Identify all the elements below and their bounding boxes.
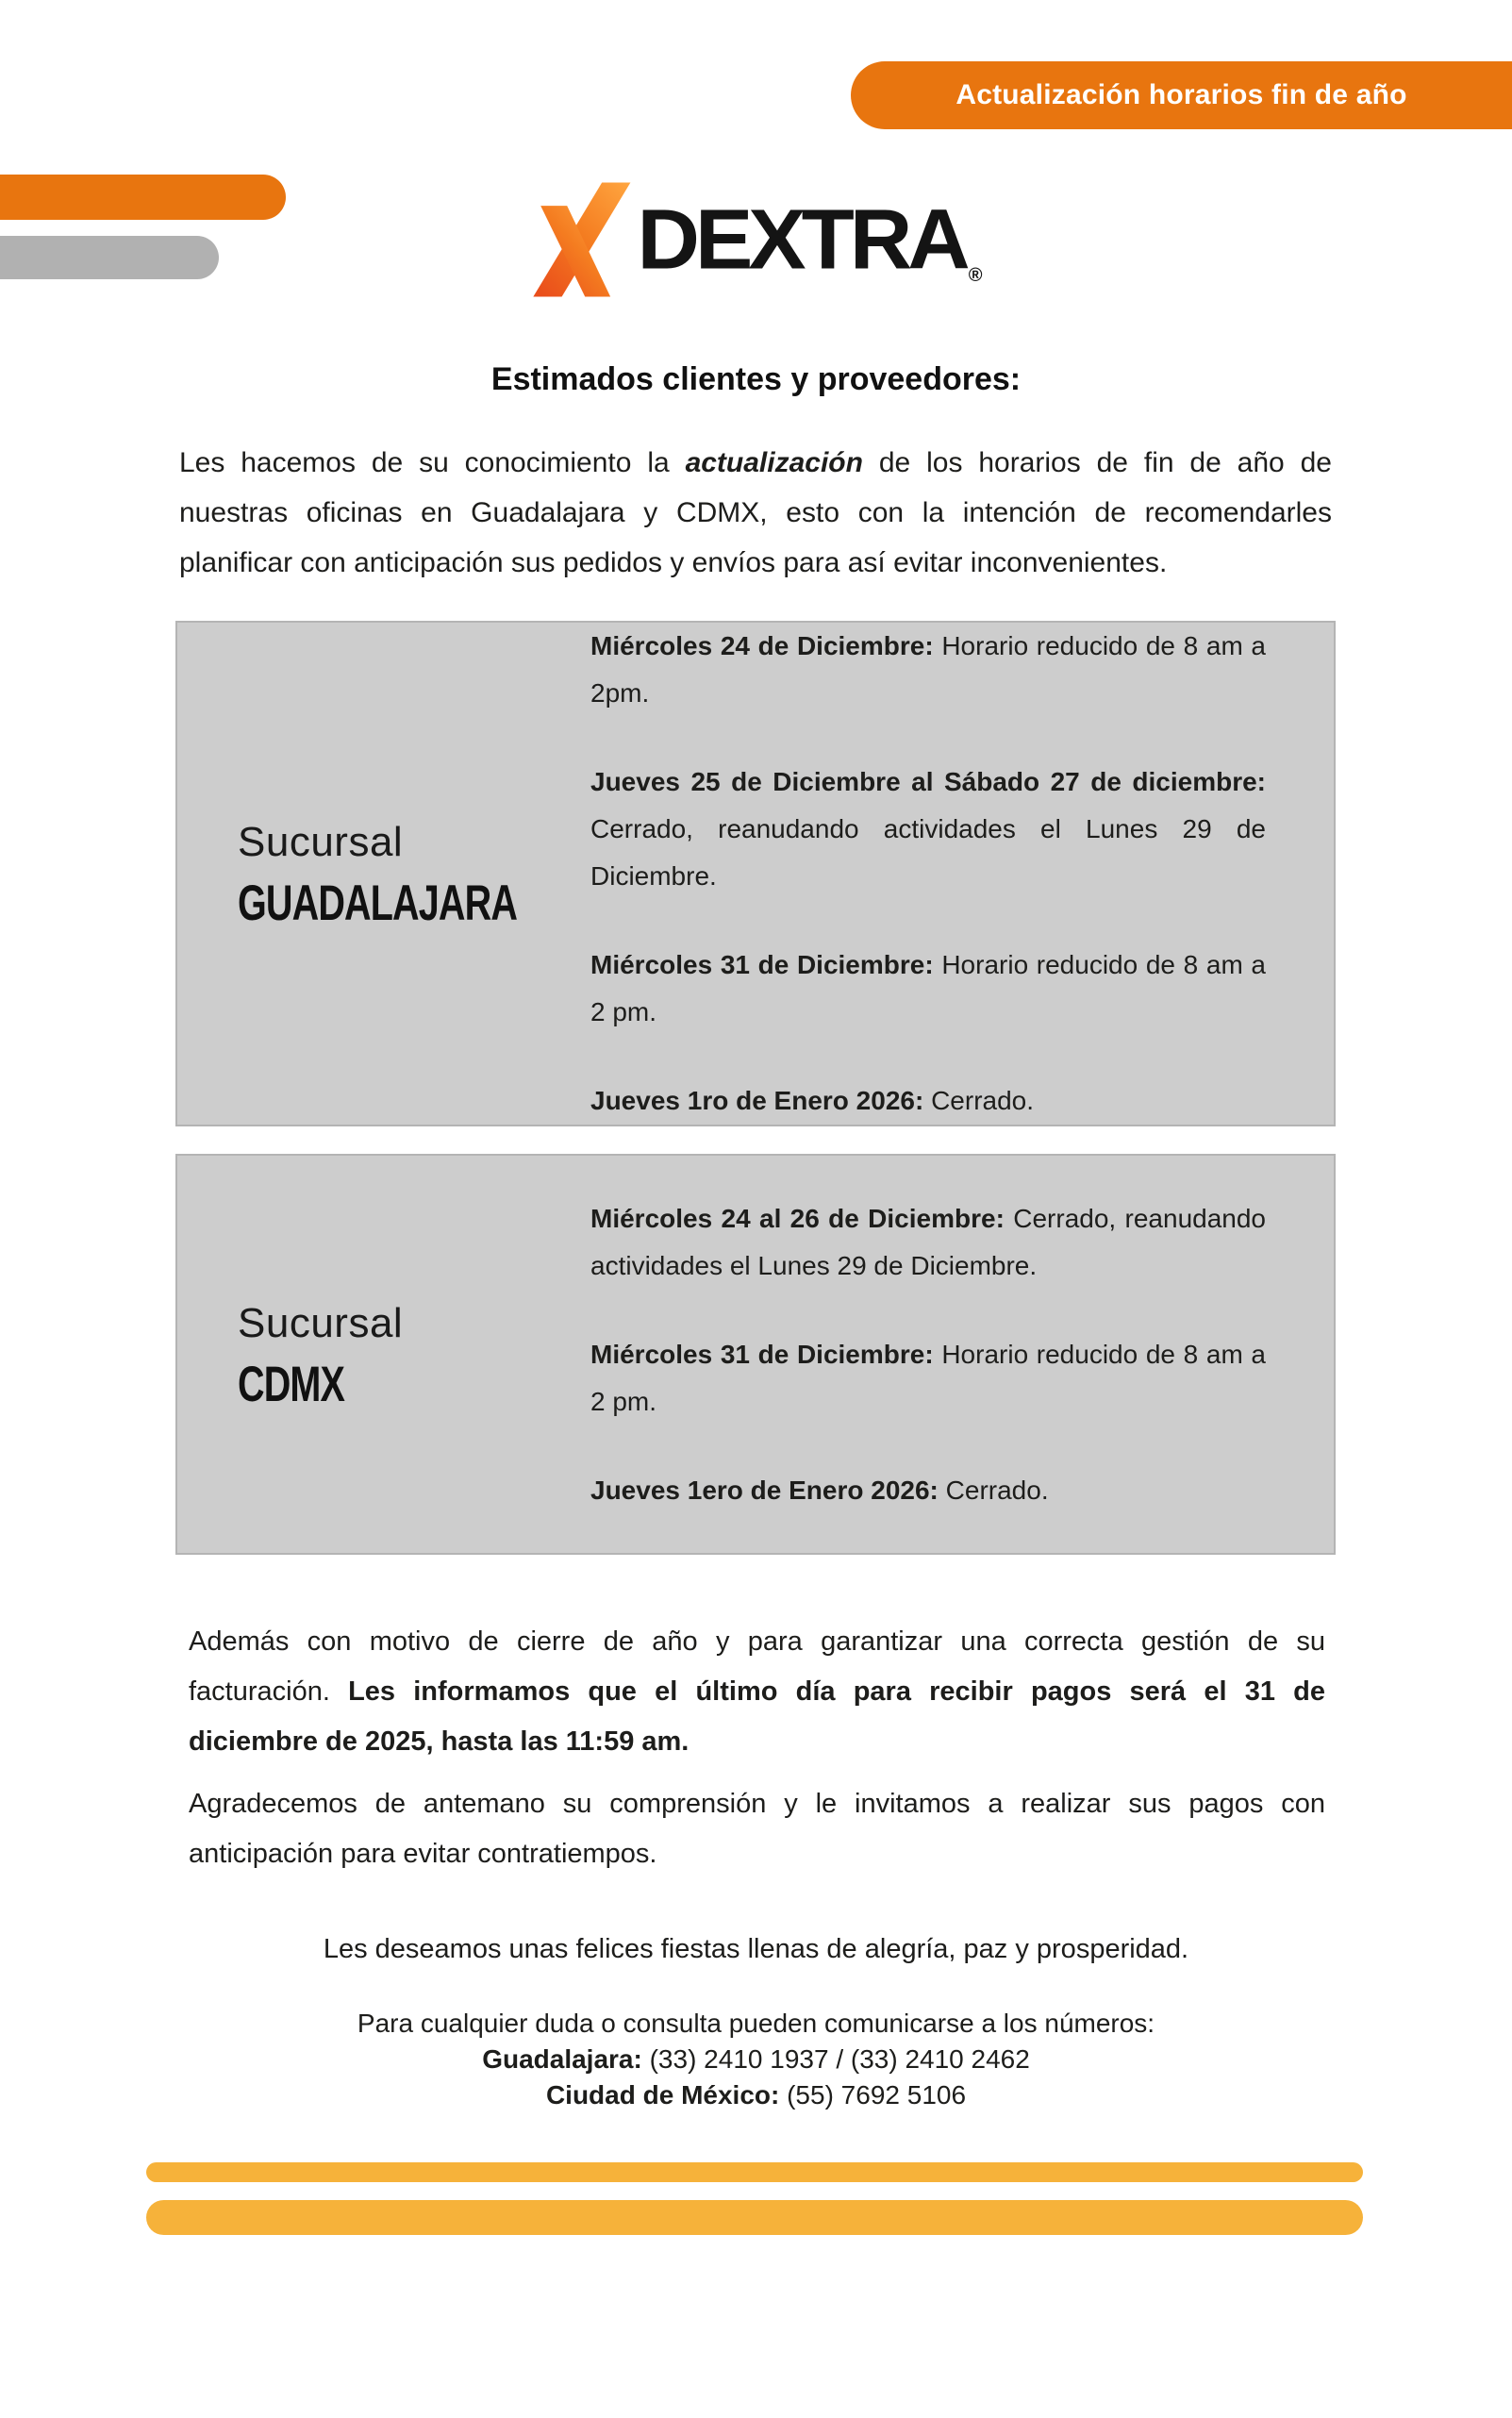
schedule-item-date: Miércoles 31 de Diciembre: xyxy=(590,1339,934,1369)
intro-text-before: Les hacemos de su conocimiento la xyxy=(179,447,686,478)
thanks-paragraph: Agradecemos de antemano su comprensión y le invitamos a realizar sus pagos con anticipación para evitar contratiempos. xyxy=(189,1789,1325,1869)
schedule-item-detail: Cerrado, reanudando actividades el Lunes 29 de Diciembre. xyxy=(590,814,1266,891)
branch-prefix: Sucursal xyxy=(238,819,404,865)
schedule-item-date: Jueves 1ro de Enero 2026: xyxy=(590,1086,924,1115)
phone-numbers: (33) 2410 1937 / (33) 2410 2462 xyxy=(649,2044,1030,2074)
intro-text-after: de los horarios de fin de año de nuestras oficinas en Guadalajara y CDMX, esto con la intención de recomendarles planificar con anticipación sus pedidos y envíos para así evitar inconvenientes. xyxy=(179,447,1332,578)
schedule-item xyxy=(590,1077,1266,1125)
schedule-item-detail: Cerrado, reanudando actividades el Lunes 29 de Diciembre. xyxy=(590,1203,1266,1280)
footer-bar-thick xyxy=(146,2200,1363,2235)
schedule-item-date: Miércoles 24 de Diciembre: xyxy=(590,631,934,660)
schedule-item xyxy=(590,623,1266,717)
branch-schedule xyxy=(590,623,1334,1125)
contact-block xyxy=(0,2006,1512,2113)
schedule-item xyxy=(590,1467,1266,1514)
billing-text: Además con motivo de cierre de año y para garantizar una correcta gestión de su facturación. xyxy=(189,1626,1325,1707)
intro-paragraph xyxy=(179,438,1332,588)
holiday-wishes-line: Les deseamos unas felices fiestas llenas de alegría, paz y prosperidad. xyxy=(323,1934,1189,1964)
contact-intro: Para cualquier duda o consulta pueden comunicarse a los números: xyxy=(357,2009,1155,2038)
phone-line-guadalajara xyxy=(0,2042,1512,2077)
branch-prefix: Sucursal xyxy=(238,1299,404,1346)
dextra-logo xyxy=(0,177,1512,302)
branch-city: GUADALAJARA xyxy=(238,875,518,931)
schedule-item-date: Jueves 1ero de Enero 2026: xyxy=(590,1475,939,1505)
schedule-item xyxy=(590,1331,1266,1426)
schedule-item-date: Miércoles 24 al 26 de Diciembre: xyxy=(590,1203,1005,1233)
branch-city: CDMX xyxy=(238,1355,345,1412)
schedule-item-detail: Cerrado. xyxy=(931,1086,1035,1115)
branch-schedule xyxy=(590,1156,1334,1553)
footer-bar-thin xyxy=(146,2162,1363,2182)
branch-card-cdmx xyxy=(175,1154,1336,1555)
schedule-item-detail: Cerrado. xyxy=(945,1475,1049,1505)
schedule-item-date: Jueves 25 de Diciembre al Sábado 27 de diciembre: xyxy=(590,767,1266,796)
schedule-item-date: Miércoles 31 de Diciembre: xyxy=(590,950,934,979)
billing-deadline: Les informamos que el último día para recibir pagos será el 31 de diciembre de 2025, hasta las 11:59 am. xyxy=(189,1676,1325,1757)
intro-emphasis: actualización xyxy=(685,447,863,478)
schedule-item-detail: Horario reducido de 8 am a 2pm. xyxy=(590,631,1266,708)
phone-numbers: (55) 7692 5106 xyxy=(787,2080,967,2109)
billing-paragraph xyxy=(189,1617,1325,1767)
branch-name-block xyxy=(177,623,590,1125)
schedule-item xyxy=(590,759,1266,900)
phone-line-cdmx xyxy=(0,2077,1512,2113)
phone-label: Ciudad de México: xyxy=(545,2080,780,2109)
schedule-item xyxy=(590,942,1266,1036)
header-ribbon xyxy=(851,61,1512,129)
schedule-item-detail: Horario reducido de 8 am a 2 pm. xyxy=(590,950,1266,1026)
branch-card-guadalajara xyxy=(175,621,1336,1126)
phone-label: Guadalajara: xyxy=(482,2044,642,2074)
salutation-heading: Estimados clientes y proveedores: xyxy=(490,361,1022,397)
registered-trademark-icon: ® xyxy=(968,265,983,286)
schedule-item-detail: Horario reducido de 8 am a 2 pm. xyxy=(590,1339,1266,1416)
header-ribbon-label: Actualización horarios fin de año xyxy=(955,79,1407,110)
brand-wordmark: DEXTRA xyxy=(637,192,966,287)
branch-name-block xyxy=(177,1156,590,1553)
schedule-item xyxy=(590,1195,1266,1290)
dextra-x-icon xyxy=(530,182,636,297)
